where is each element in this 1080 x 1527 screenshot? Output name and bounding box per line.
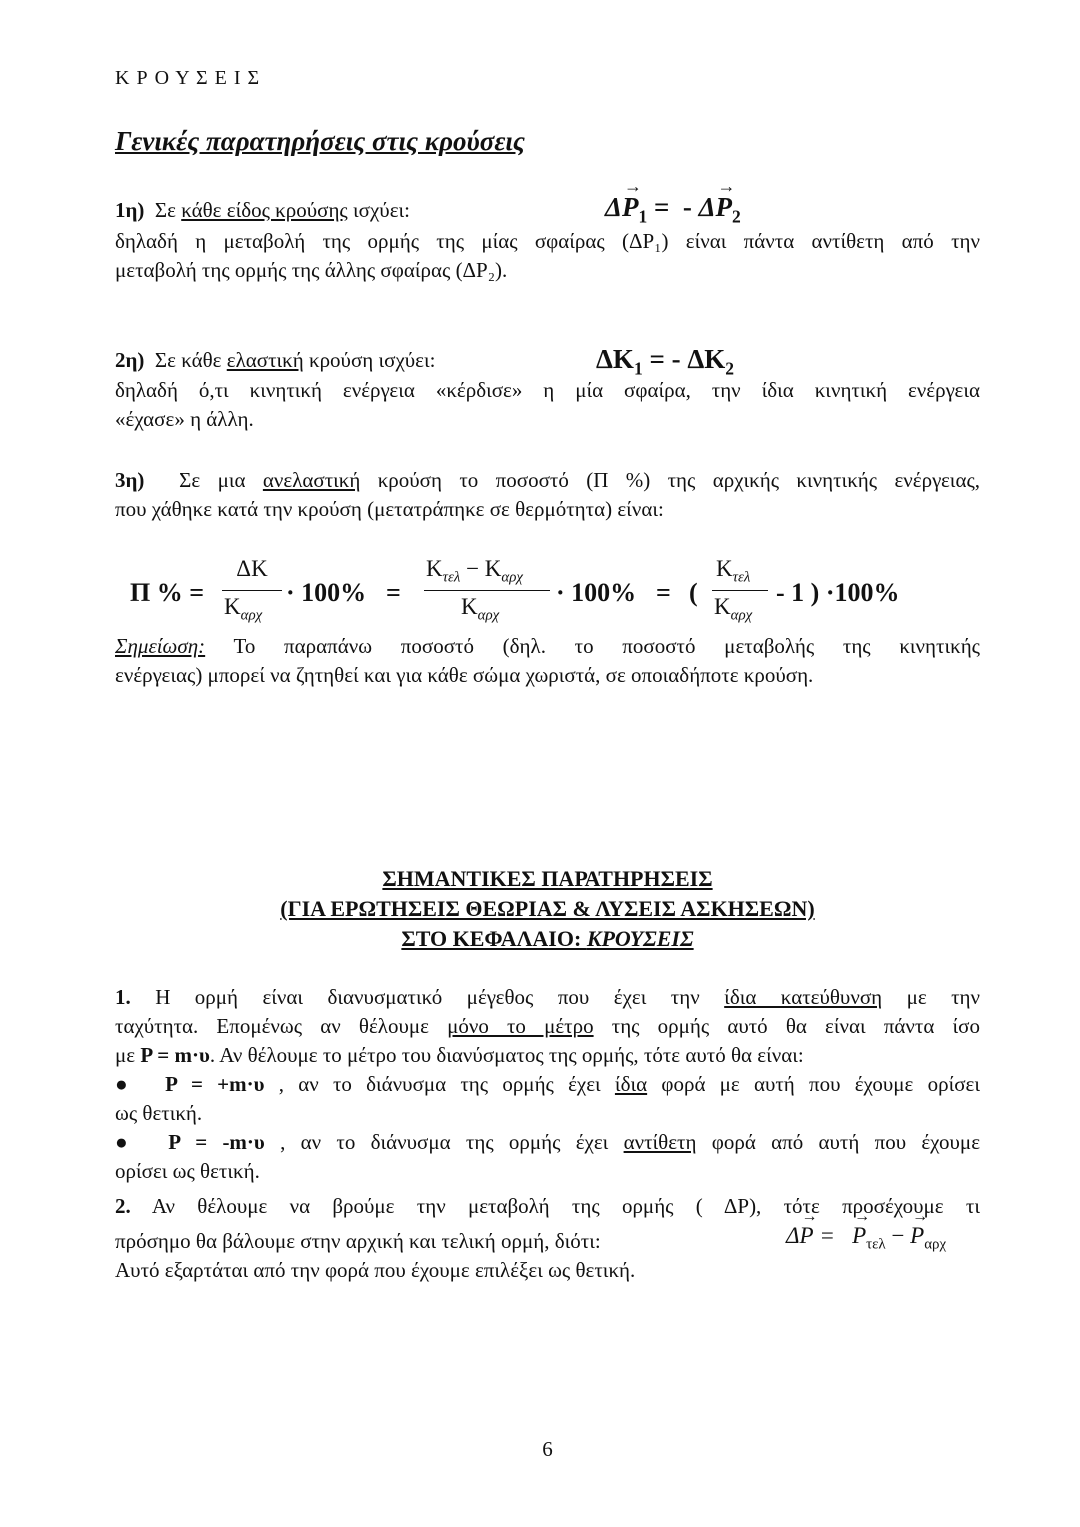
percentage-formula [0, 550, 1080, 630]
observation-2 [115, 346, 436, 375]
bullet-2-line2: ορίσει ως θετική. [115, 1159, 260, 1183]
fraction-bar [712, 590, 768, 591]
observation-1 [115, 196, 410, 225]
bullet-2: ● P = -m·υ , αν το διάνυσμα της ορμής έχει αντίθετη φορά από αυτή που έχουμε [115, 1130, 981, 1154]
fraction-denominator: $K_{\alpha\rho\chi}$ [461, 594, 500, 624]
observation-number: 1η) [115, 198, 145, 222]
note-line [115, 632, 980, 661]
observation-number: 3η) [115, 468, 145, 492]
subscript: 2 [725, 358, 735, 379]
note-label: Σημείωση: [115, 634, 206, 658]
bullet-icon: ● [115, 1130, 138, 1154]
paragraph-line: που χάθηκε κατά την κρούση (μετατράπηκε σε θερμότητα) είναι: [115, 497, 664, 521]
formula-multiplier: · 100% [286, 578, 367, 607]
section2-title-line1: ΣΗΜΑΝΤΙΚΕΣ ΠΑΡΑΤΗΡΗΣΕΙΣ [382, 866, 713, 891]
running-header: Κ Ρ Ο Υ Σ Ε Ι Σ [115, 67, 261, 89]
item-1-line2: ταχύτητα. Επομένως αν θέλουμε μόνο το μέτρο της ορμής αυτό θα είναι πάντα ίσο [115, 1014, 980, 1038]
formula-equals: = [386, 578, 401, 607]
momentum-formula: $\Delta\to P_1$ = - $\Delta\to P_2$ [605, 192, 741, 227]
subscript: 1 [633, 358, 643, 379]
section2-title-line3: ΣΤΟ ΚΕΦΑΛΑΙΟ: ΚΡΟΥΣΕΙΣ [401, 926, 694, 951]
formula-part: ΔK [596, 344, 634, 374]
bullet-1-line2: ως θετική. [115, 1101, 203, 1125]
formula-inline: P = -m·υ [168, 1130, 265, 1154]
observation-number: 2η) [115, 348, 145, 372]
formula-lhs: Π % = [130, 578, 205, 607]
formula-inline: P = +m·υ [165, 1072, 265, 1096]
fraction-bar [222, 590, 282, 591]
text: κρούση ισχύει: [303, 348, 436, 372]
formula-multiplier: · 100% [556, 578, 637, 607]
energy-formula [596, 344, 734, 379]
underlined-text: μόνο το μέτρο [447, 1014, 594, 1038]
item-2-line1: 2. Αν θέλουμε να βρούμε την μεταβολή της ορμής ( ΔP), τότε προσέχουμε τι [115, 1194, 980, 1218]
formula-equals: = [656, 578, 671, 607]
formula-part: = - ΔK [642, 344, 726, 374]
item-1-line3: με P = m·υ. Αν θέλουμε το μέτρο του διανύσματος της ορμής, τότε αυτό θα είναι: [115, 1043, 804, 1067]
item-2-line3: Αυτό εξαρτάται από την φορά που έχουμε επιλέξει ως θετική. [115, 1258, 636, 1282]
text: ισχύει: [347, 198, 411, 222]
underlined-text: ελαστική [226, 348, 304, 372]
item-number: 2. [115, 1194, 131, 1218]
underlined-text: αντίθετη [623, 1130, 697, 1154]
fraction-numerator: $K_{\tau\varepsilon\lambda}$ [716, 556, 751, 586]
underlined-text: ίδια κατεύθυνση [724, 985, 883, 1009]
bullet-icon: ● [115, 1072, 137, 1096]
underlined-text: ανελαστική [262, 468, 361, 492]
momentum-change-formula: Δ→ P = → $P_{\tau\varepsilon\lambda}$ − → $P_{\alpha\rho\chi}$ [786, 1223, 946, 1254]
subscript: 1 [638, 206, 648, 227]
fraction-bar [424, 590, 550, 591]
fraction-denominator: $K_{\alpha\rho\chi}$ [224, 594, 263, 624]
text: Σε κάθε [154, 348, 227, 372]
bullet-1: ● P = +m·υ , αν το διάνυσμα της ορμής έχει ίδια φορά με αυτή που έχουμε ορίσει [115, 1072, 981, 1096]
formula-inline: P = m·υ [140, 1043, 210, 1067]
note-line: ενέργειας) μπορεί να ζητηθεί και για κάθε σώμα χωριστά, σε οποιαδήποτε κρούση. [115, 663, 814, 687]
fraction-numerator: $K_{\tau\varepsilon\lambda} - K_{\alpha\rho\chi}$ [426, 556, 524, 586]
underlined-text: κάθε είδος κρούσης [181, 198, 348, 222]
paragraph-line: «έχασε» η άλλη. [115, 407, 254, 431]
subscript: 2 [732, 206, 741, 227]
item-number: 1. [115, 985, 131, 1009]
fraction-numerator: ΔΚ [236, 556, 268, 581]
paragraph-line: δηλαδή η μεταβολή της ορμής της μίας σφαίρας (ΔP₁) είναι πάντα αντίθετη από την [115, 229, 980, 253]
section2-title-line2: (ΓΙΑ ΕΡΩΤΗΣΕΙΣ ΘΕΩΡΙΑΣ & ΛΥΣΕΙΣ ΑΣΚΗΣΕΩΝ) [280, 896, 815, 921]
text: Το παραπάνω ποσοστό (δηλ. το ποσοστό μεταβολής της κινητικής [205, 634, 980, 658]
text: Σε μια [179, 468, 263, 492]
formula-tail: - 1 ) ·100% [776, 578, 900, 607]
item-2-line2: πρόσημο θα βάλουμε στην αρχική και τελική ορμή, διότι: [115, 1229, 601, 1253]
formula-paren: ( [689, 578, 698, 607]
fraction-denominator: $K_{\alpha\rho\chi}$ [714, 594, 753, 624]
page-number: 6 [542, 1437, 553, 1461]
section-title: Γενικές παρατηρήσεις στις κρούσεις [115, 126, 525, 156]
text: Σε [154, 198, 182, 222]
item-1-line1: 1. Η ορμή είναι διανυσματικό μέγεθος που έχει την ίδια κατεύθυνση με την [115, 985, 980, 1009]
paragraph-line: δηλαδή ό,τι κινητική ενέργεια «κέρδισε» η μία σφαίρα, την ίδια κινητική ενέργεια [115, 378, 980, 402]
underlined-text: ίδια [614, 1072, 648, 1096]
text: κρούση το ποσοστό (Π %) της αρχικής κινητικής ενέργειας, [360, 468, 981, 492]
paragraph-line: μεταβολή της ορμής της άλλης σφαίρας (ΔP₂). [115, 258, 508, 282]
observation-3 [115, 466, 980, 495]
